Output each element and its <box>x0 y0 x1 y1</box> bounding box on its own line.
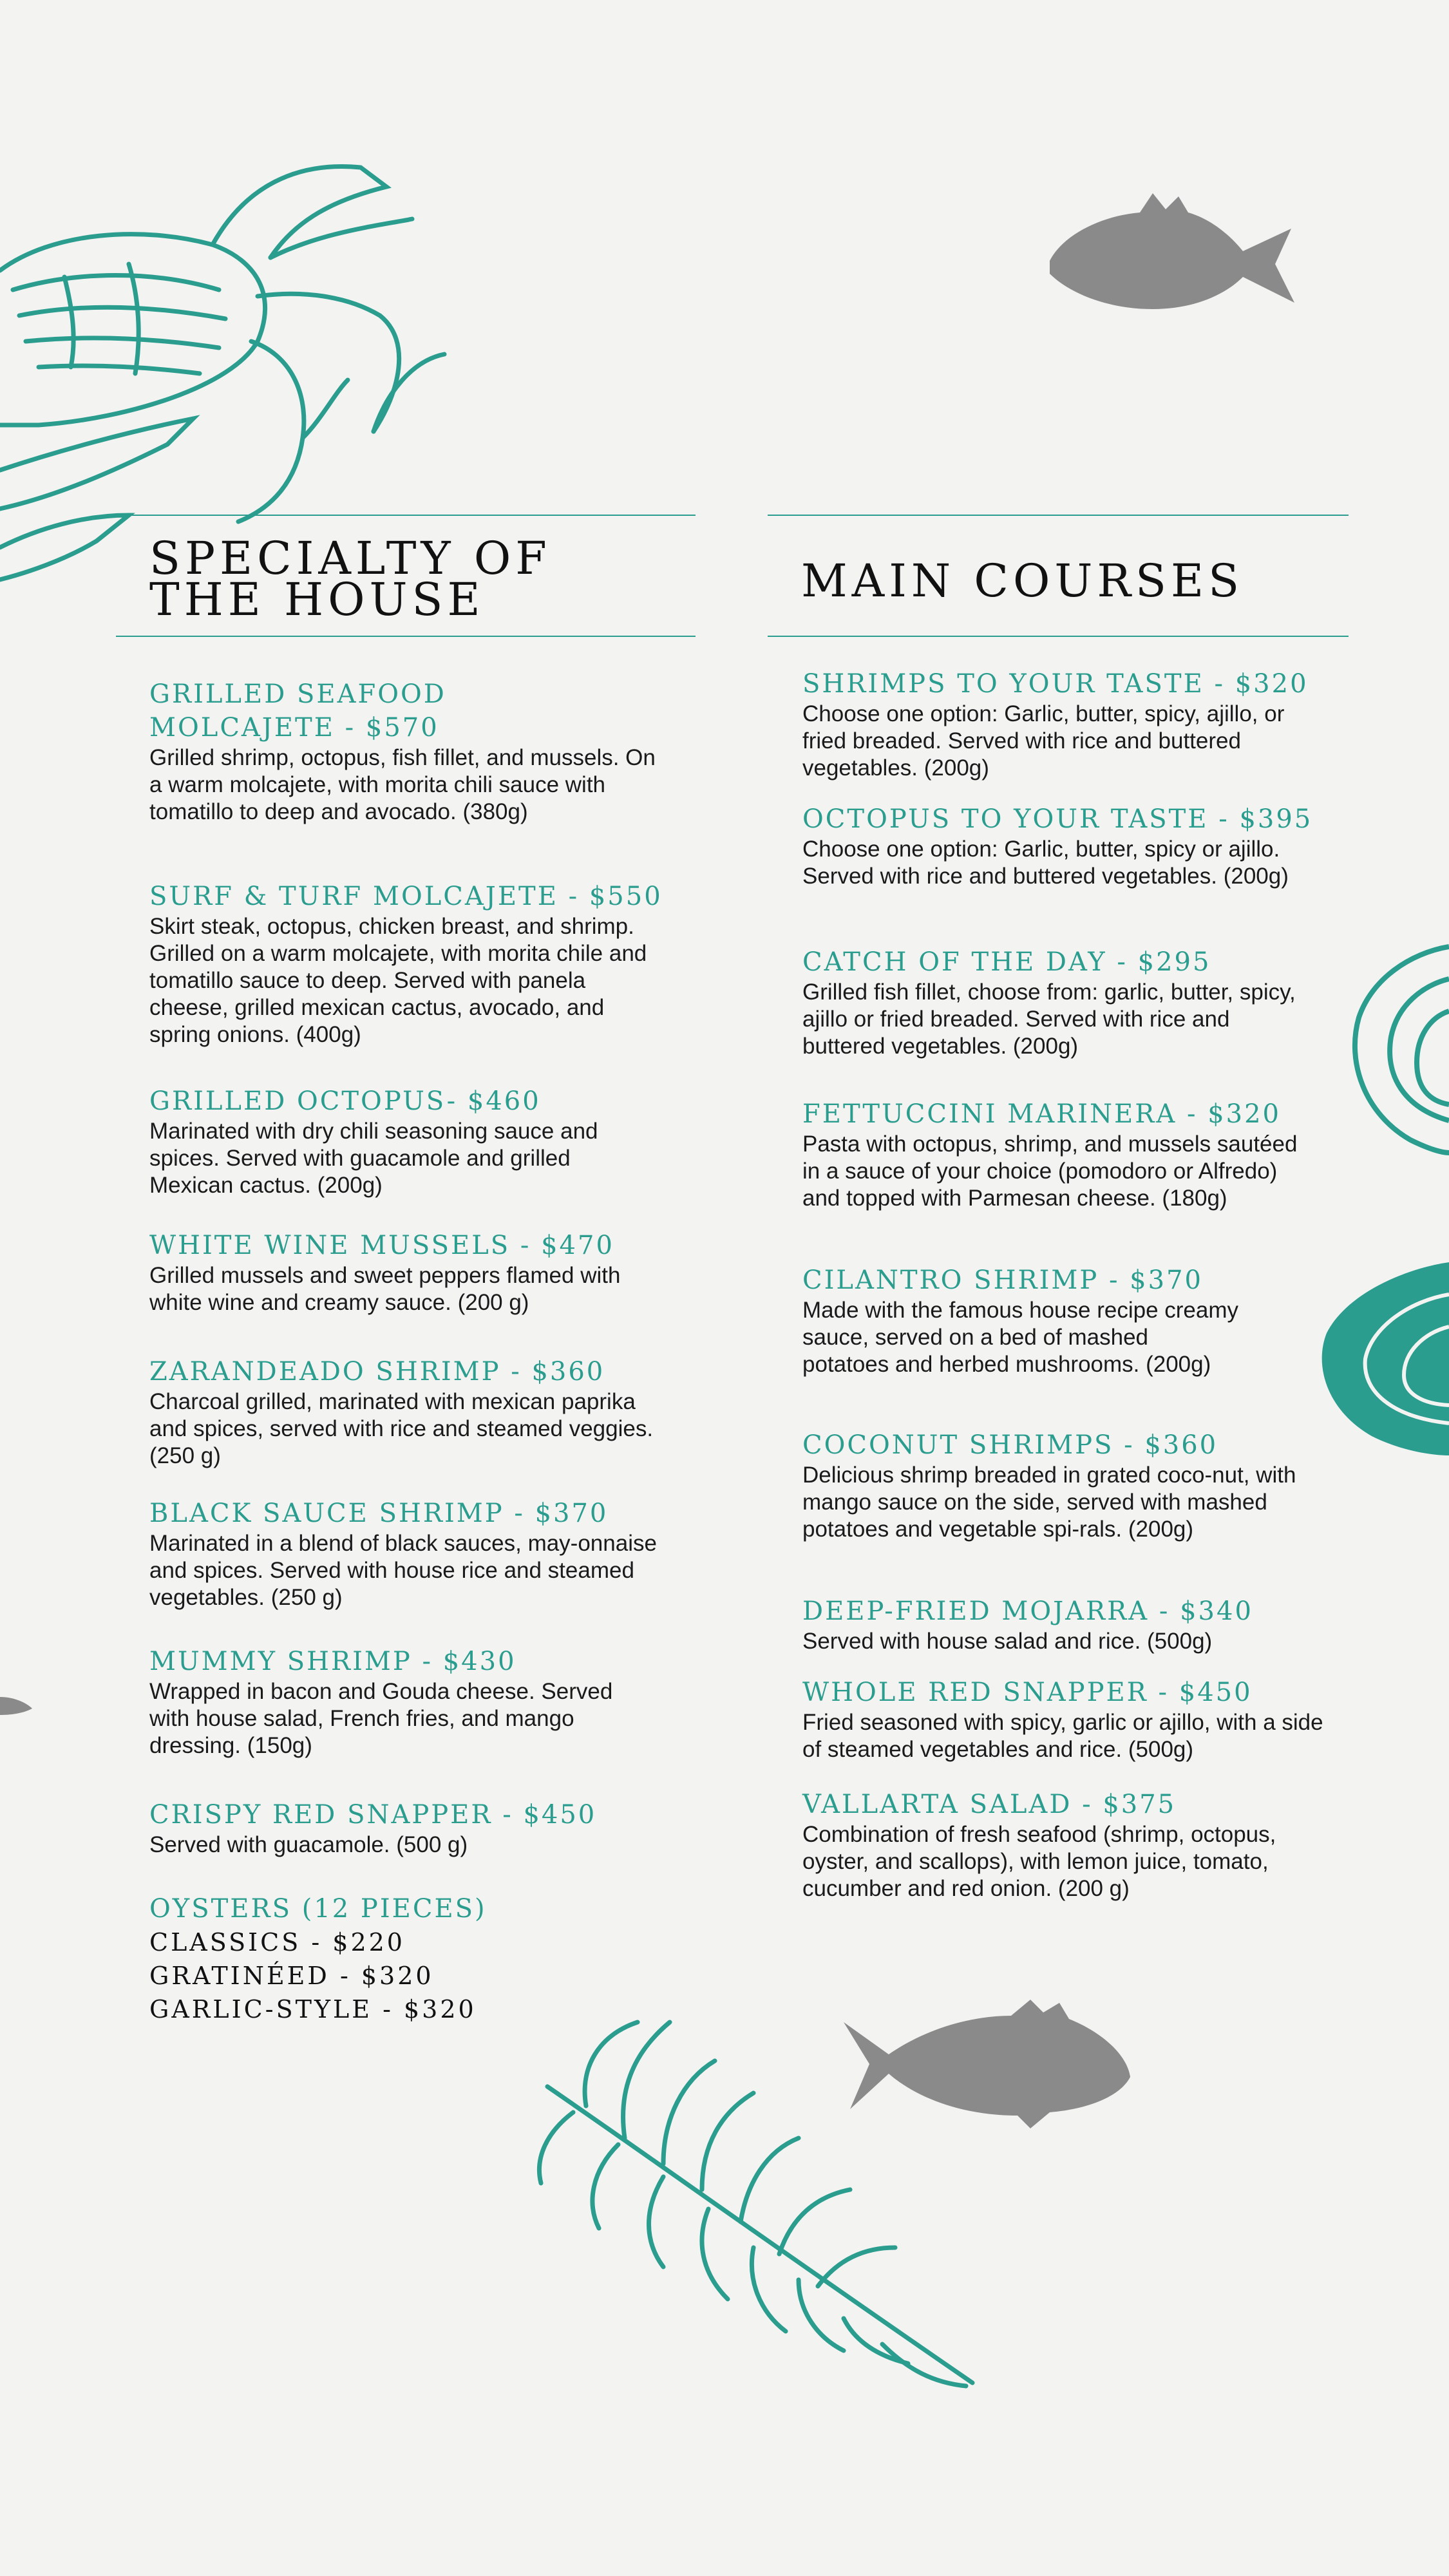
menu-item-title: WHITE WINE MUSSELS - $470 <box>149 1231 614 1260</box>
fish-silhouette-icon <box>844 2000 1133 2128</box>
menu-item-description: Served with guacamole. (500 g) <box>149 1832 468 1857</box>
menu-item-title: COCONUT SHRIMPS - $360 <box>802 1430 1218 1460</box>
right-top-rule <box>768 515 1349 516</box>
menu-item <box>802 1595 1343 1655</box>
menu-item-description: Fried seasoned with spicy, garlic or ajillo, with a side of steamed vegetables and rice. (500g) <box>802 1710 1323 1762</box>
menu-item <box>802 667 1343 782</box>
menu-item <box>149 1645 665 1759</box>
menu-item-description: Grilled shrimp, octopus, fish fillet, and mussels. On a warm molcajete, with morita chili sauce with tomatillo to deep and avocado. (380g) <box>149 745 656 824</box>
menu-item <box>802 1097 1343 1212</box>
specialty-title-line1: SPECIALTY OF <box>149 532 551 585</box>
menu-item-title: CRISPY RED SNAPPER - $450 <box>149 1800 597 1830</box>
menu-item-title: CATCH OF THE DAY - $295 <box>802 947 1211 977</box>
specialty-section-title <box>149 532 665 626</box>
menu-item-description: Grilled fish fillet, choose from: garlic, butter, spicy, ajillo or fried breaded. Served with rice and buttered vegetables. (200g) <box>802 980 1296 1059</box>
right-bottom-rule <box>768 636 1349 637</box>
menu-item-title: SURF & TURF MOLCAJETE - $550 <box>149 882 663 911</box>
menu-item-description: Charcoal grilled, marinated with mexican paprika and spices, served with rice and steamed veggies. (250 g) <box>149 1389 654 1468</box>
menu-item <box>149 1229 665 1316</box>
menu-item-title: VALLARTA SALAD - $375 <box>802 1790 1177 1819</box>
menu-item-description: Choose one option: Garlic, butter, spicy or ajillo. Served with rice and buttered vegetables. (200g) <box>802 837 1289 889</box>
menu-item-title: CILANTRO SHRIMP - $370 <box>802 1265 1203 1295</box>
menu-item-description: Made with the famous house recipe creamy sauce, served on a bed of mashed potatoes and herbed mushrooms. (200g) <box>802 1298 1238 1377</box>
menu-item-description: Served with house salad and rice. (500g) <box>802 1629 1213 1654</box>
menu-item-description: Marinated with dry chili seasoning sauce and spices. Served with guacamole and grilled Mexican cactus. (200g) <box>149 1119 598 1198</box>
menu-item-description: Grilled mussels and sweet peppers flamed with white wine and creamy sauce. (200 g) <box>149 1263 621 1315</box>
menu-item <box>802 1676 1343 1763</box>
oyster-option: CLASSICS - $220 <box>149 1928 405 1956</box>
menu-item-description: Combination of fresh seafood (shrimp, octopus, oyster, and scallops), with lemon juice, tomato, cucumber and red onion. (200 g) <box>802 1822 1276 1901</box>
menu-item-title: BLACK SAUCE SHRIMP - $370 <box>149 1499 609 1528</box>
menu-item <box>802 802 1343 890</box>
menu-item-title: OCTOPUS TO YOUR TASTE - $395 <box>802 804 1313 834</box>
left-bottom-rule <box>116 636 696 637</box>
main-courses-title: MAIN COURSES <box>801 554 1244 607</box>
menu-item-title: MUMMY SHRIMP - $430 <box>149 1647 516 1676</box>
menu-item-description: Pasta with octopus, shrimp, and mussels sautéed in a sauce of your choice (pomodoro or Alfredo) and topped with Parmesan cheese. (180g) <box>802 1132 1298 1211</box>
menu-item <box>149 1355 665 1470</box>
menu-item-title: SHRIMPS TO YOUR TASTE - $320 <box>802 669 1309 699</box>
menu-item-title: FETTUCCINI MARINERA - $320 <box>802 1099 1281 1129</box>
fish-silhouette-icon <box>1043 190 1301 319</box>
menu-item-description: Choose one option: Garlic, butter, spicy, ajillo, or fried breaded. Served with rice and buttered vegetables. (200g) <box>802 701 1285 781</box>
oysters-title: OYSTERS (12 PIECES) <box>149 1894 487 1924</box>
menu-item-description: Wrapped in bacon and Gouda cheese. Served with house salad, French fries, and mango dressing. (150g) <box>149 1679 613 1758</box>
menu-item <box>149 880 665 1048</box>
menu-item-description: Skirt steak, octopus, chicken breast, and shrimp. Grilled on a warm molcajete, with morita chile and tomatillo sauce to deep. Served with panela cheese, grilled mexican cactus, avocado, and spring onions. (400g) <box>149 914 647 1047</box>
menu-item <box>149 1798 665 1859</box>
specialty-title-line2: THE HOUSE <box>149 573 485 626</box>
oyster-option: GARLIC-STYLE - $320 <box>149 1995 477 2023</box>
menu-item <box>802 945 1343 1060</box>
crab-illustration-icon <box>0 148 464 586</box>
menu-item-description: Marinated in a blend of black sauces, may-onnaise and spices. Served with house rice and steamed vegetables. (250 g) <box>149 1531 657 1610</box>
menu-item-title: WHOLE RED SNAPPER - $450 <box>802 1678 1253 1707</box>
fish-silhouette-icon <box>0 1690 39 1723</box>
left-top-rule <box>116 515 696 516</box>
menu-item-title: ZARANDEADO SHRIMP - $360 <box>149 1357 605 1387</box>
menu-item <box>149 1497 665 1611</box>
menu-item-description: Delicious shrimp breaded in grated coco-nut, with mango sauce on the side, served with mashed potatoes and vegetable spi-rals. (200g) <box>802 1463 1296 1542</box>
oyster-option: GRATINÉED - $320 <box>149 1962 434 1990</box>
oysters-item <box>149 1892 665 2026</box>
menu-item <box>802 1428 1343 1543</box>
menu-item-title: GRILLED OCTOPUS- $460 <box>149 1086 541 1116</box>
menu-item <box>802 1788 1343 1902</box>
menu-item <box>802 1264 1343 1378</box>
menu-item <box>149 677 665 826</box>
menu-item-title: GRILLED SEAFOOD MOLCAJETE - $570 <box>149 679 446 743</box>
menu-item-title: DEEP-FRIED MOJARRA - $340 <box>802 1596 1253 1626</box>
menu-item <box>149 1084 665 1199</box>
